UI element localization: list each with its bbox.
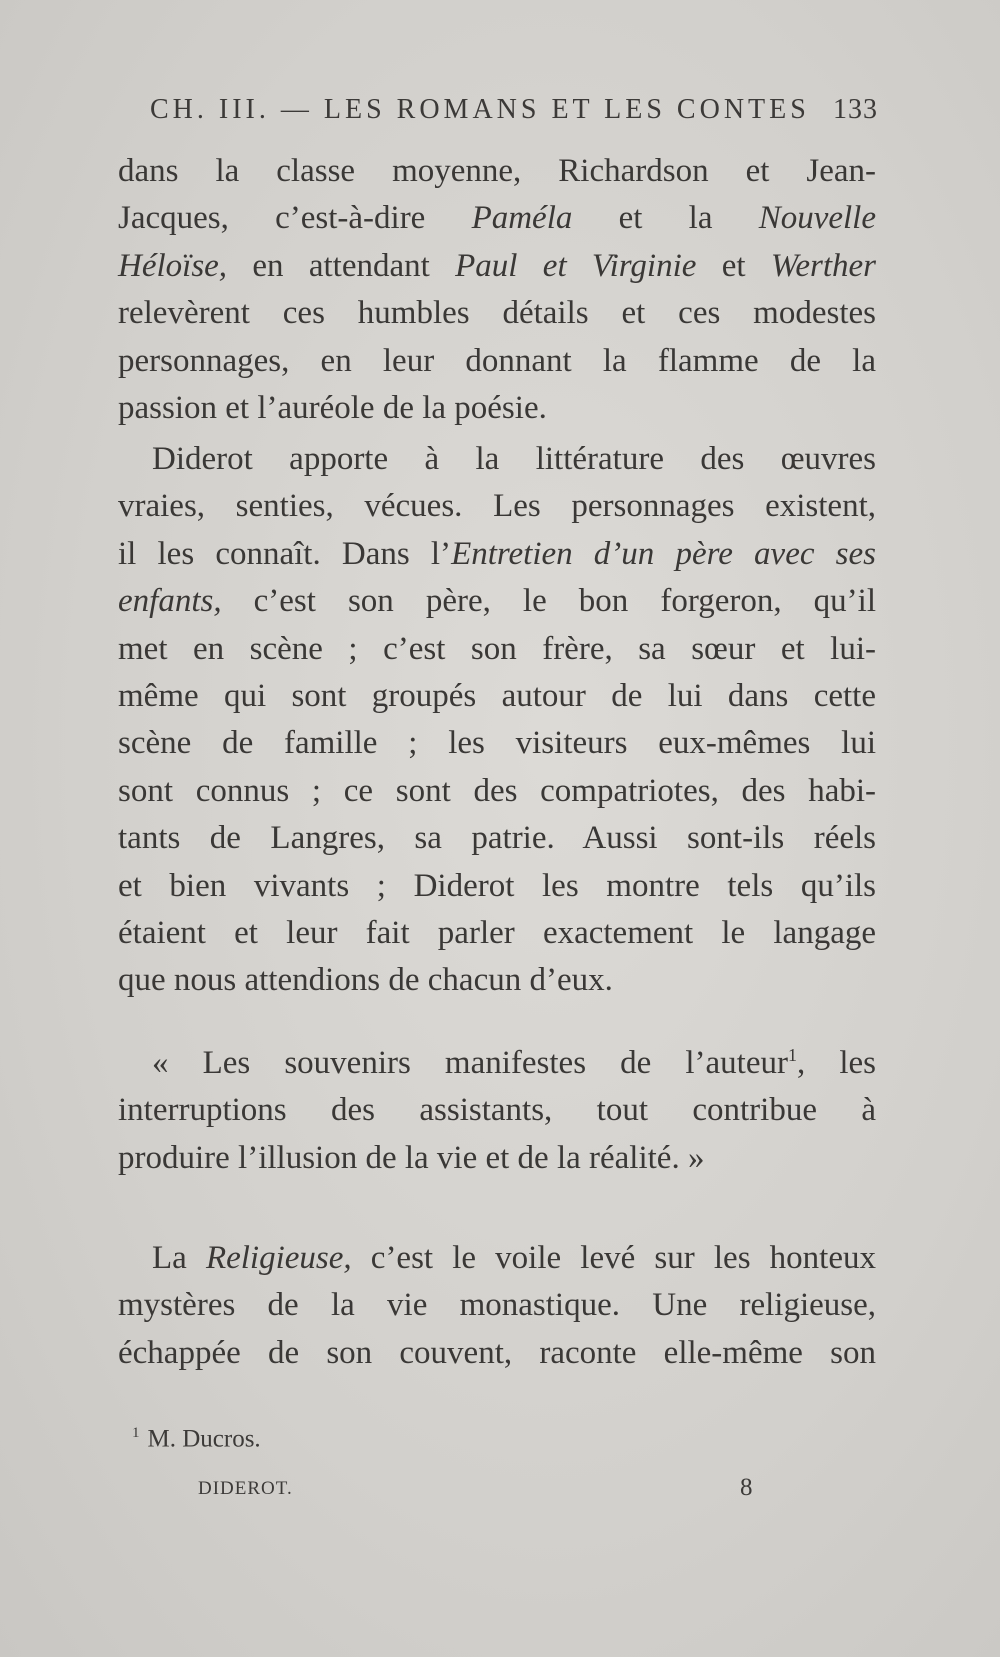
text-line: dans la classe moyenne, Richardson et Jean- (118, 153, 876, 189)
text-line: que nous attendions de chacun d’eux. (118, 962, 613, 999)
text-line: échappée de son couvent, raconte elle-même son (118, 1334, 876, 1371)
text-line: passion et l’auréole de la poésie. (118, 389, 547, 426)
text-line: met en scène ; c’est son frère, sa sœur et lui- (118, 630, 876, 667)
text-line: scène de famille ; les visiteurs eux-mêmes lui (118, 725, 876, 762)
footnote (132, 1425, 261, 1453)
text-line: même qui sont groupés autour de lui dans cette (118, 677, 876, 714)
running-head (150, 94, 878, 126)
text-line: sont connus ; ce sont des compatriotes, des habi- (118, 772, 876, 809)
text-line: enfants, c’est son père, le bon forgeron, qu’il (118, 583, 876, 620)
text-line: Jacques, c’est-à-dire Paméla et la Nouvelle (118, 200, 876, 237)
text-line: « Les souvenirs manifestes de l’auteur$^1$, les (152, 1045, 876, 1081)
paragraph-4 (118, 1235, 876, 1377)
page-number: 133 (833, 94, 878, 125)
paragraph-1 (118, 148, 876, 432)
text-line: il les connaît. Dans l’Entretien d’un père avec ses (118, 535, 877, 572)
text-line: tants de Langres, sa patrie. Aussi sont-ils réels (118, 820, 876, 857)
chapter-title: CH. III. — LES ROMANS ET LES CONTES (150, 94, 810, 125)
text-line: mystères de la vie monastique. Une religieuse, (118, 1287, 876, 1324)
text-line: personnages, en leur donnant la flamme de la (118, 342, 876, 379)
text-line: relevèrent ces humbles détails et ces modestes (118, 295, 876, 332)
text-line: produire l’illusion de la vie et de la réalité. » (118, 1139, 705, 1176)
text-line: étaient et leur fait parler exactement le langage (118, 914, 876, 951)
text-line: interruptions des assistants, tout contribue à (118, 1092, 876, 1129)
sheet-number: 8 (740, 1474, 753, 1501)
paragraph-2 (118, 436, 876, 1005)
text-line: Diderot apporte à la littérature des œuvres (152, 441, 876, 477)
text-line: Héloïse, en attendant Paul et Virginie et Werther (118, 247, 876, 284)
footnote-reference: 1 (787, 1045, 797, 1065)
footnote-mark: 1 (132, 1425, 140, 1441)
text-line: vraies, senties, vécues. Les personnages existent, (118, 488, 876, 525)
paragraph-3-quote (118, 1040, 876, 1182)
text-line: et bien vivants ; Diderot les montre tels qu’ils (118, 867, 876, 904)
text-line: La Religieuse, c’est le voile levé sur les honteux (152, 1240, 876, 1276)
footnote-text: M. Ducros. (147, 1425, 261, 1453)
signature-mark: DIDEROT. (198, 1478, 293, 1499)
